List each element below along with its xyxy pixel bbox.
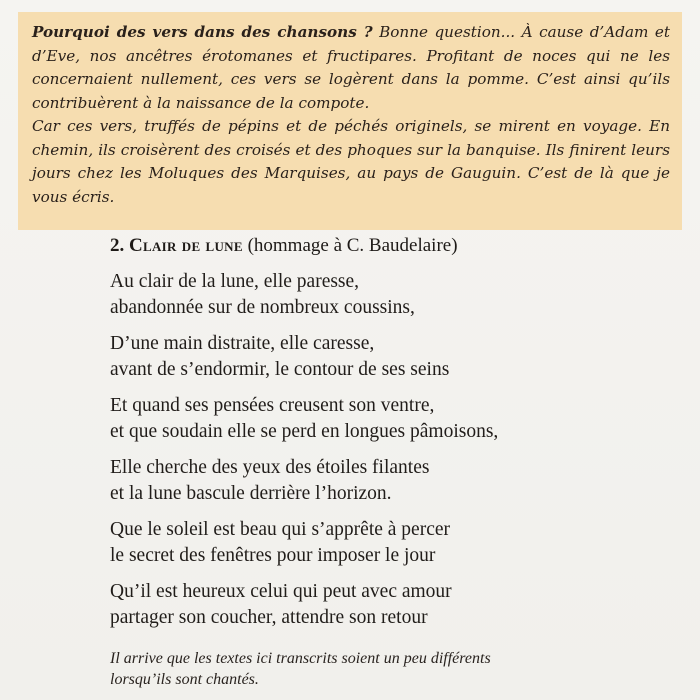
intro-paragraph-1-text: Bonne question... À cause d’Adam et d’Eve, nos ancêtres érotomanes et fructipares. Profitant de noces qui ne les concernaient nullement, ces vers se logèrent dans la pomme. C’est ainsi qu’ils contribuèrent à la naissance de la compote.	[32, 23, 670, 112]
verse: Elle cherche des yeux des étoiles filantes	[110, 457, 430, 478]
stanza-5	[110, 517, 670, 568]
poem-title: Clair de lune	[129, 235, 243, 256]
stanza-1	[110, 269, 670, 320]
verse: et que soudain elle se perd en longues pâmoisons,	[110, 420, 499, 442]
verse: et la lune bascule derrière l’horizon.	[110, 482, 392, 504]
note-line-1: Il arrive que les textes ici transcrits soient un peu différents	[110, 650, 491, 667]
stanza-2	[110, 331, 670, 382]
intro-paragraph-1	[32, 21, 670, 115]
verse: partager son coucher, attendre son retour	[110, 606, 428, 628]
verse: Que le soleil est beau qui s’apprête à percer	[110, 519, 451, 540]
intro-box	[18, 12, 682, 230]
transcription-note	[110, 648, 670, 690]
poem-subtitle: (hommage à C. Baudelaire)	[247, 235, 458, 256]
verse: Au clair de la lune, elle paresse,	[110, 271, 360, 292]
poem-heading	[110, 233, 670, 259]
verse: Et quand ses pensées creusent son ventre,	[110, 395, 435, 416]
verse: avant de s’endormir, le contour de ses seins	[110, 358, 450, 380]
intro-paragraph-2: Car ces vers, truffés de pépins et de péchés originels, se mirent en voyage. En chemin, ils croisèrent des croisés et des phoques sur la banquise. Ils finirent leurs jours chez les Moluques des Marquises, au pays de Gauguin. C’est de là que je vous écris.	[32, 117, 670, 206]
verse: le secret des fenêtres pour imposer le jour	[110, 544, 436, 566]
poem-number: 2.	[110, 235, 125, 256]
stanza-3	[110, 393, 670, 444]
verse: abandonnée sur de nombreux coussins,	[110, 296, 415, 318]
intro-lead: Pourquoi des vers dans des chansons ?	[32, 23, 373, 41]
verse: Qu’il est heureux celui qui peut avec amour	[110, 581, 452, 602]
note-line-2: lorsqu’ils sont chantés.	[110, 671, 259, 688]
stanza-4	[110, 455, 670, 506]
stanza-6	[110, 579, 670, 630]
poem	[110, 233, 670, 641]
verse: D’une main distraite, elle caresse,	[110, 333, 375, 354]
